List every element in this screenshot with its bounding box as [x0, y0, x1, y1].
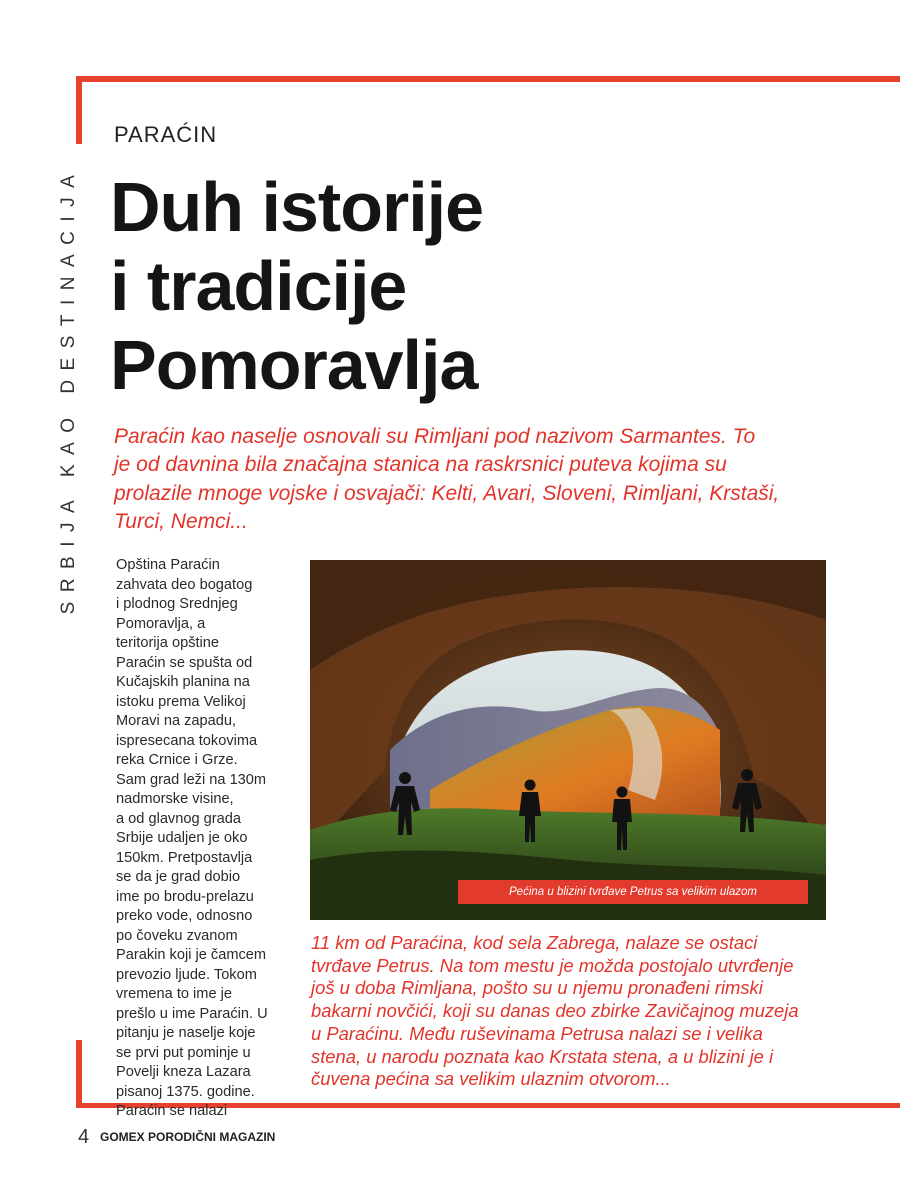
cave-photo	[310, 560, 826, 920]
body-line: nadmorske visine,	[116, 791, 234, 807]
body-line: ime po brodu-prelazu	[116, 888, 254, 905]
article-kicker: PARAĆIN	[114, 122, 218, 147]
article-body-column	[116, 556, 296, 1122]
lead-line: prolazile mnoge vojske i osvajači: Kelti, Avari, Sloveni, Rimljani, Krstaši,	[114, 481, 780, 505]
section-vertical-label: SRBIJA KAO DESTINACIJA	[58, 165, 79, 615]
body-line: pitanju je naselje koje	[116, 1025, 256, 1041]
body-line: preko vode, odnosno	[116, 908, 253, 924]
left-accent-rule-bottom	[76, 1040, 82, 1108]
body-line: Opština Paraćin	[116, 557, 220, 573]
headline-line: Duh istorije	[110, 168, 484, 246]
body-line: Paraćin se spušta od	[116, 654, 253, 671]
body-line: vremena to ime je	[116, 986, 232, 1002]
body-line: teritorija opštine	[116, 635, 220, 651]
photo-description-text	[311, 932, 871, 1091]
headline-line: i tradicije	[110, 247, 407, 325]
photo-text-line: čuvena pećina sa velikim ulaznim otvorom...	[311, 1068, 671, 1090]
photo-text-line: 11 km od Paraćina, kod sela Zabrega, nalaze se ostaci	[311, 932, 758, 953]
body-line: po čoveku zvanom	[116, 927, 238, 944]
photo-text-line: bakarni novčići, koji su danas deo zbirke Zavičajnog muzeja	[311, 1000, 799, 1022]
lead-line: Paraćin kao naselje osnovali su Rimljani pod nazivom Sarmantes. To	[114, 425, 756, 448]
body-line: se prvi put pominje u	[116, 1044, 251, 1061]
article-lead	[114, 423, 814, 537]
page-number: 4	[78, 1126, 90, 1148]
body-line: Kučajskih planina na	[116, 674, 250, 690]
left-accent-rule-top	[76, 76, 82, 144]
photo-text-line: stena, u narodu poznata kao Krstata stena, a u blizini je i	[311, 1045, 774, 1067]
body-line: Moravi na zapadu,	[116, 713, 237, 729]
body-line: pisanoj 1375. godine.	[116, 1083, 255, 1100]
lead-line: Turci, Nemci...	[114, 510, 248, 534]
body-line: se da je grad dobio	[116, 869, 241, 885]
magazine-name: GOMEX PORODIČNI MAGAZIN	[100, 1130, 276, 1144]
article-headline	[110, 168, 483, 405]
body-line: Paraćin se nalazi	[116, 1103, 228, 1119]
headline-line: Pomoravlja	[110, 326, 478, 404]
body-line: i plodnog Srednjeg	[116, 596, 238, 612]
photo-text-line: još u doba Rimljana, pošto su u njemu pronađeni rimski	[311, 977, 763, 999]
body-line: prešlo u ime Paraćin. U	[116, 1005, 268, 1022]
photo-text-line: u Paraćinu. Među ruševinama Petrusa nalazi se i velika	[311, 1022, 763, 1044]
body-line: ispresecana tokovima	[116, 732, 258, 749]
body-line: prevozio ljude. Tokom	[116, 966, 257, 983]
body-line: Pomoravlja, a	[116, 615, 206, 632]
body-line: a od glavnog grada	[116, 810, 241, 827]
body-line: 150km. Pretpostavlja	[116, 849, 253, 866]
body-line: reka Crnice i Grze.	[116, 752, 238, 768]
lead-line: je od davnina bila značajna stanica na raskrsnici puteva kojima su	[114, 453, 727, 477]
body-line: Srbije udaljen je oko	[116, 830, 248, 846]
body-line: Sam grad leži na 130m	[116, 771, 267, 788]
body-line: zahvata deo bogatog	[116, 576, 253, 593]
body-line: Parakin koji je čamcem	[116, 947, 267, 963]
photo-text-line: tvrđave Petrus. Na tom mestu je možda postojalo utvrđenje	[311, 954, 794, 976]
photo-caption: Pećina u blizini tvrđave Petrus sa velikim ulazom	[458, 880, 808, 904]
top-accent-rule	[76, 76, 900, 82]
body-line: istoku prema Velikoj	[116, 693, 246, 710]
body-line: Povelji kneza Lazara	[116, 1064, 251, 1080]
